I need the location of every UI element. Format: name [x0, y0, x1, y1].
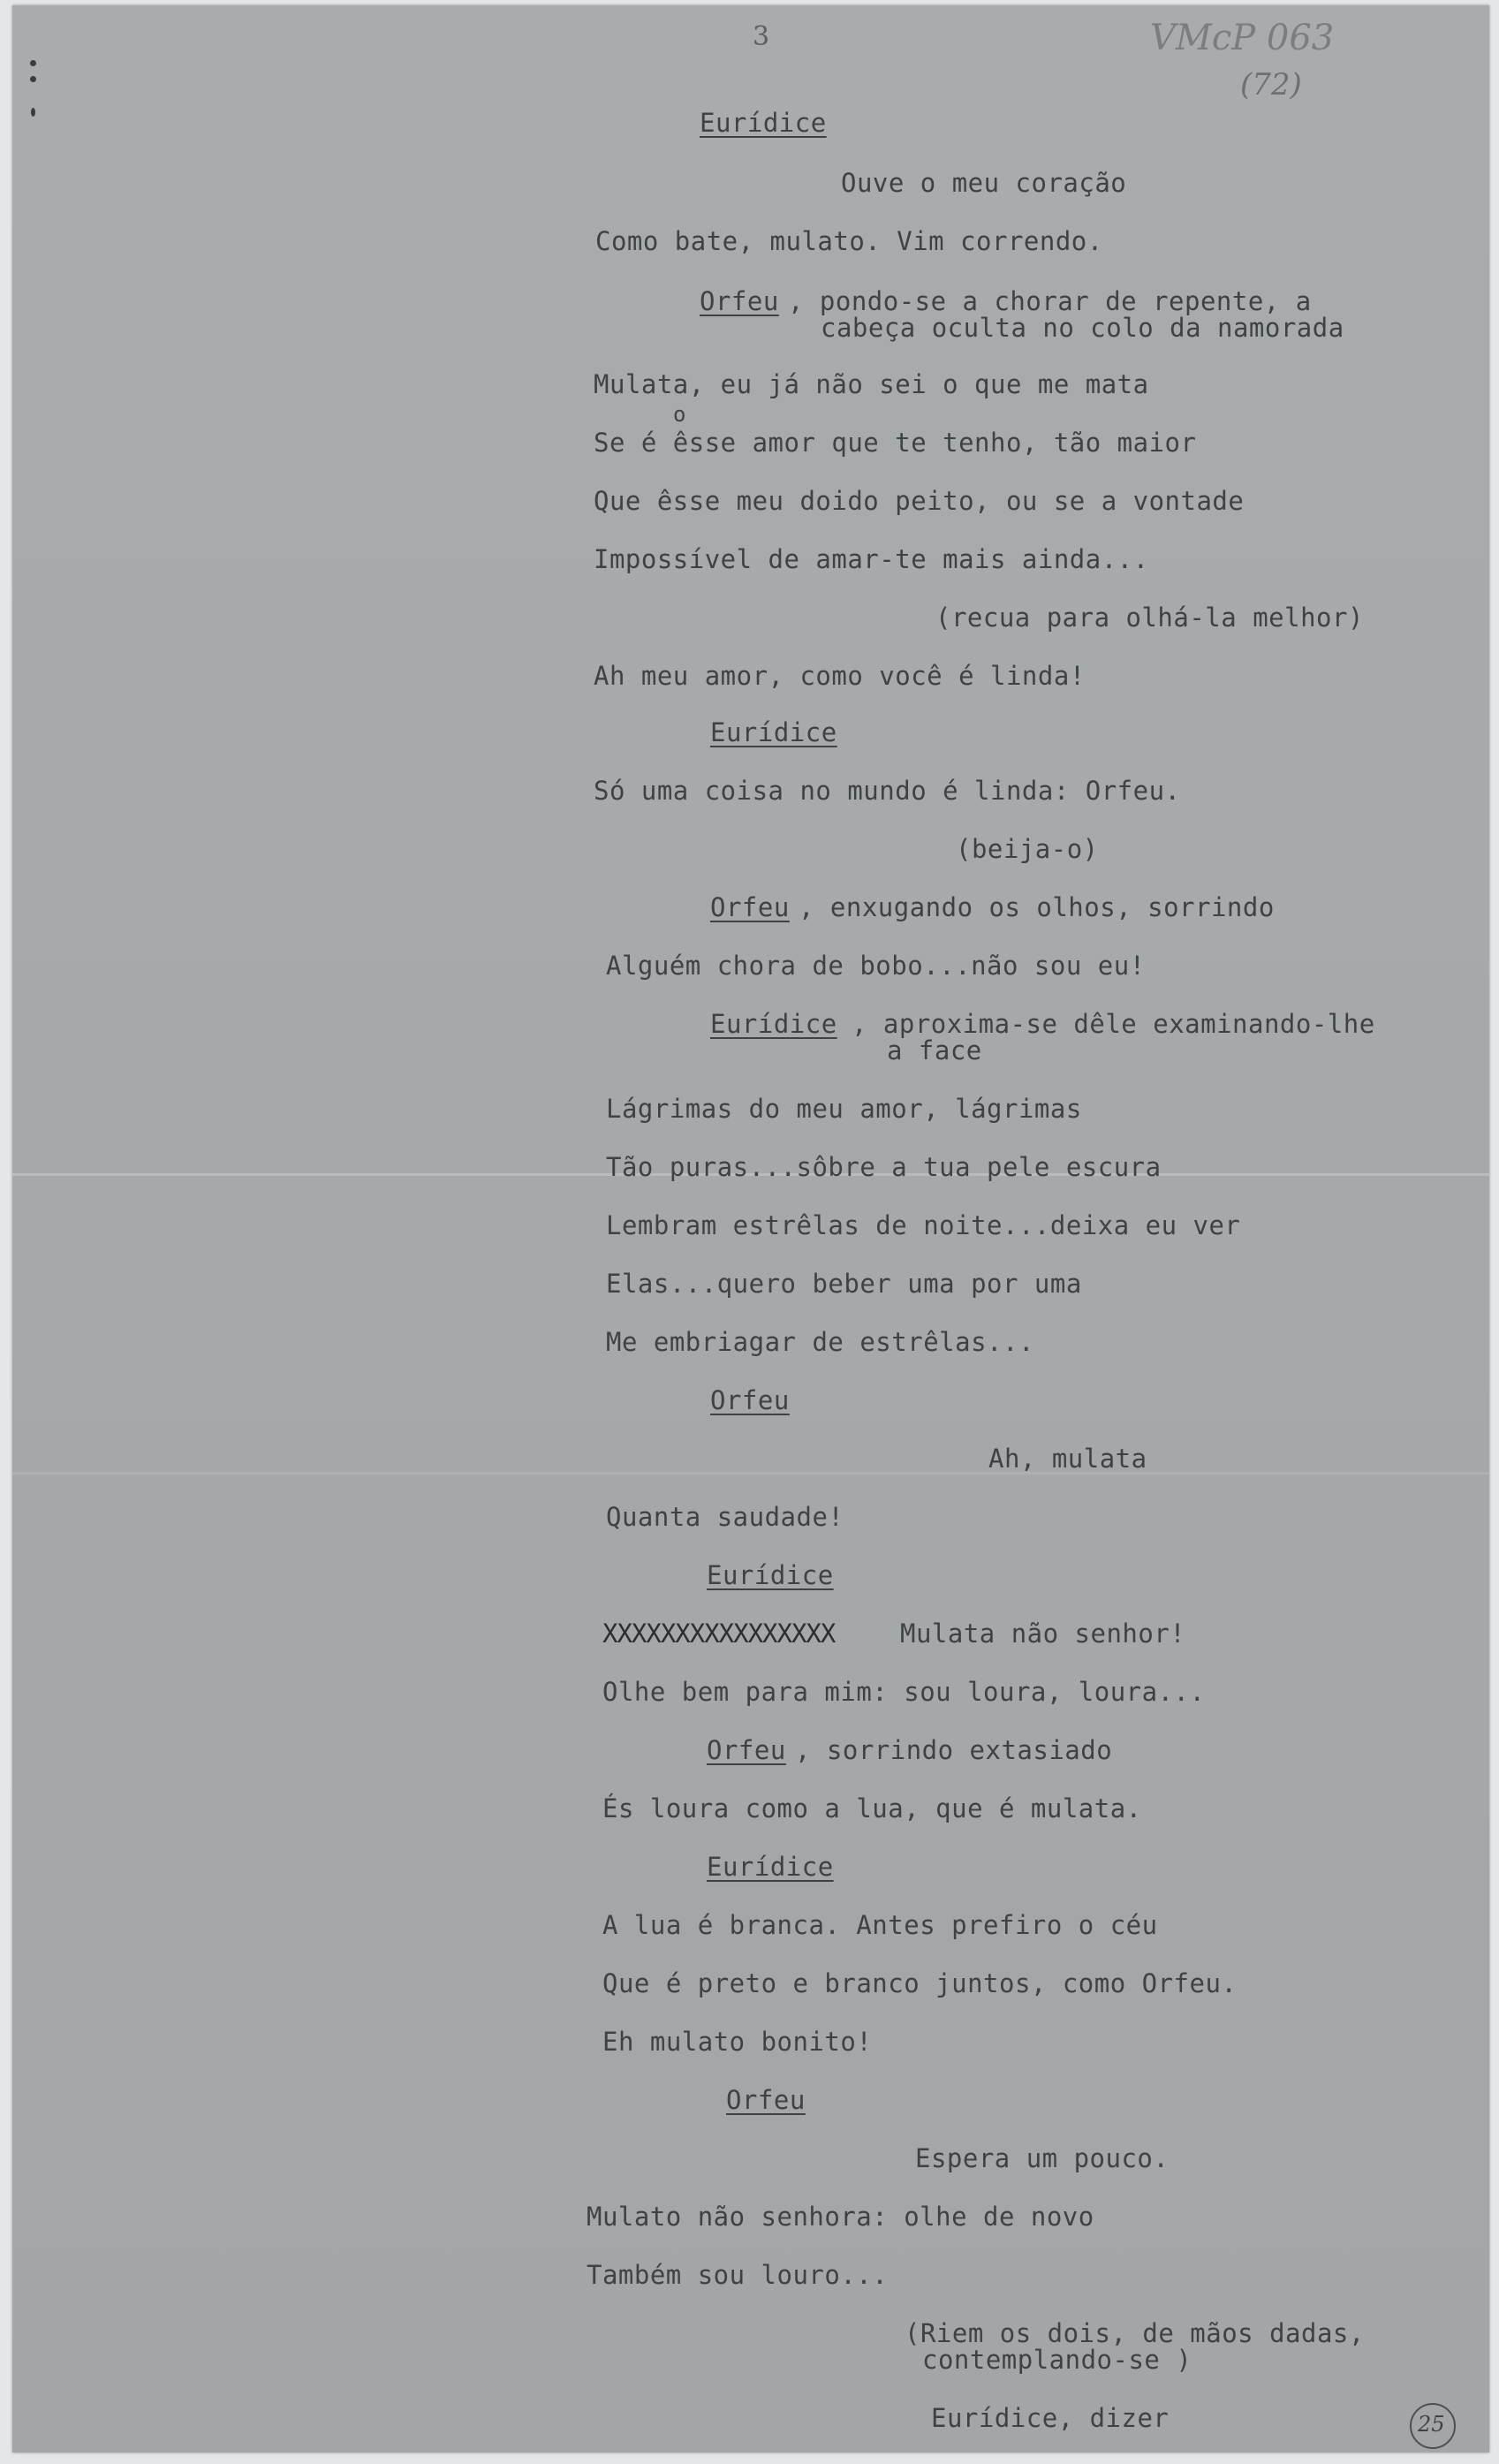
stage-direction: a face — [887, 1035, 982, 1065]
speaker-orfeu: Orfeu — [700, 286, 779, 316]
verse-line: Eh mulato bonito! — [602, 2027, 873, 2057]
stage-direction: cabeça oculta no colo da namorada — [821, 313, 1344, 343]
verse-line: Quanta saudade! — [606, 1502, 844, 1532]
stage-direction: , pondo-se a chorar de repente, a — [788, 286, 1312, 316]
verse-line: Impossível de amar-te mais ainda... — [594, 544, 1149, 574]
verse-line: Ouve o meu coração — [841, 168, 1127, 198]
speaker-euridice: Eurídice — [710, 717, 837, 747]
punch-mark — [31, 108, 35, 117]
paper-crease — [12, 1472, 1489, 1475]
verse-line: Como bate, mulato. Vim correndo. — [595, 226, 1103, 256]
verse-line: Tão puras...sôbre a tua pele escura — [606, 1152, 1162, 1182]
verse-line: Mulata, eu já não sei o que me mata — [594, 369, 1149, 399]
speaker-euridice: Eurídice — [707, 1852, 834, 1882]
verse-line: Só uma coisa no mundo é linda: Orfeu. — [594, 776, 1181, 806]
verse-line: Mulato não senhora: olhe de novo — [587, 2202, 1094, 2232]
verse-line: Lembram estrêlas de noite...deixa eu ver — [606, 1210, 1241, 1240]
verse-line: Espera um pouco. — [915, 2143, 1170, 2173]
verse-line: Olhe bem para mim: sou loura, loura... — [602, 1677, 1206, 1707]
speaker-euridice: Eurídice — [700, 108, 827, 138]
verse-line: Elas...quero beber uma por uma — [606, 1269, 1082, 1299]
verse-line: Também sou louro... — [587, 2260, 889, 2290]
verse-line: A lua é branca. Antes prefiro o céu — [602, 1910, 1158, 1940]
stage-direction: (recua para olhá-la melhor) — [935, 603, 1364, 633]
stage-direction: , enxugando os olhos, sorrindo — [799, 892, 1275, 922]
typescript-page — [12, 5, 1489, 2453]
stage-direction: , aproxima-se dêle examinando-lhe — [852, 1009, 1375, 1039]
verse-line: Ah, mulata — [988, 1444, 1147, 1474]
verse-line: És loura como a lua, que é mulata. — [602, 1793, 1142, 1823]
punch-mark — [30, 76, 36, 82]
verse-line: Se é êsse amor que te tenho, tão maior — [594, 428, 1197, 458]
stage-direction: (beija-o) — [956, 834, 1099, 864]
speaker-orfeu: Orfeu — [707, 1735, 786, 1765]
verse-line: Mulata não senhor! — [900, 1619, 1186, 1649]
verse-line: Que êsse meu doido peito, ou se a vontade — [594, 486, 1245, 516]
archive-reference: VMcP 063 — [1150, 18, 1335, 58]
stage-direction: (Riem os dois, de mãos dadas, — [905, 2318, 1365, 2348]
verse-line: Lágrimas do meu amor, lágrimas — [606, 1094, 1082, 1124]
stage-direction: Eurídice, dizer — [931, 2403, 1170, 2433]
verse-line: Ah meu amor, como você é linda! — [594, 661, 1086, 691]
speaker-euridice: Eurídice — [707, 1560, 834, 1590]
handwritten-correction: o — [673, 402, 686, 427]
speaker-orfeu: Orfeu — [726, 2085, 806, 2115]
verse-line: Alguém chora de bobo...não sou eu! — [606, 951, 1146, 981]
page-number: 3 — [753, 21, 770, 52]
speaker-orfeu: Orfeu — [710, 892, 790, 922]
stage-direction: , sorrindo extasiado — [795, 1735, 1113, 1765]
speaker-orfeu: Orfeu — [710, 1385, 790, 1415]
verse-line: Me embriagar de estrêlas... — [606, 1327, 1034, 1357]
verse-line: Que é preto e branco juntos, como Orfeu. — [602, 1968, 1238, 1998]
stage-direction: contemplando-se ) — [922, 2345, 1192, 2375]
struck-out-text: XXXXXXXXXXXXXXXX — [602, 1619, 836, 1649]
speaker-euridice: Eurídice — [710, 1009, 837, 1039]
archive-sub-reference: (72) — [1240, 67, 1302, 102]
punch-mark — [30, 60, 36, 66]
folio-number: 25 — [1418, 2412, 1445, 2437]
